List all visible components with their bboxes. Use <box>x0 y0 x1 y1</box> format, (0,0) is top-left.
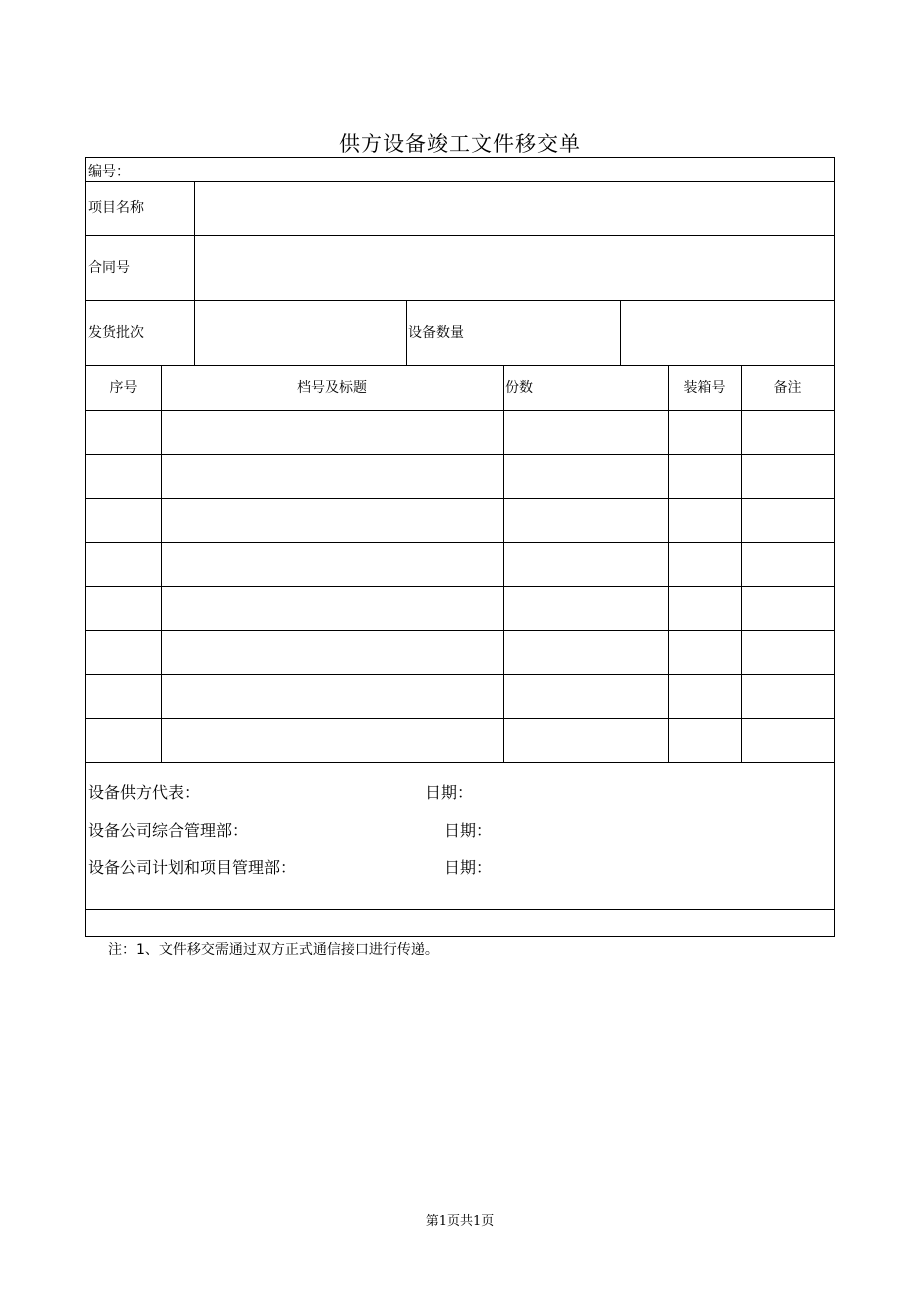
supplier-rep-label: 设备供方代表： <box>88 783 201 802</box>
project-name-label: 项目名称 <box>88 200 144 216</box>
page-footer: 第1页共1页 <box>425 1214 495 1229</box>
planning-dept-label: 设备公司计划和项目管理部： <box>88 858 297 877</box>
table-row[interactable] <box>86 630 834 674</box>
number-label: 编号： <box>88 164 130 180</box>
general-date-label: 日期： <box>444 821 493 840</box>
column-header-box-no: 装箱号 <box>683 380 726 396</box>
column-header-copies: 份数 <box>505 380 533 396</box>
column-header-remarks: 备注 <box>773 380 802 396</box>
table-row[interactable] <box>86 674 834 718</box>
table-row[interactable] <box>86 586 834 630</box>
transfer-form-table <box>85 157 835 937</box>
note-text: 注：1、文件移交需通过双方正式通信接口进行传递。 <box>108 942 439 958</box>
general-dept-label: 设备公司综合管理部： <box>88 821 249 840</box>
planning-date-label: 日期： <box>444 858 493 877</box>
column-header-file-title: 档号及标题 <box>297 380 367 396</box>
table-row[interactable] <box>86 542 834 586</box>
column-header-seq: 序号 <box>109 380 138 396</box>
batch-label: 发货批次 <box>88 325 144 341</box>
supplier-date-label: 日期： <box>425 783 474 802</box>
table-row[interactable] <box>86 718 834 762</box>
table-row[interactable] <box>86 454 834 498</box>
document-title: 供方设备竣工文件移交单 <box>339 132 581 156</box>
table-row[interactable] <box>86 410 834 454</box>
quantity-label: 设备数量 <box>408 325 464 341</box>
contract-label: 合同号 <box>88 260 130 276</box>
table-row[interactable] <box>86 498 834 542</box>
